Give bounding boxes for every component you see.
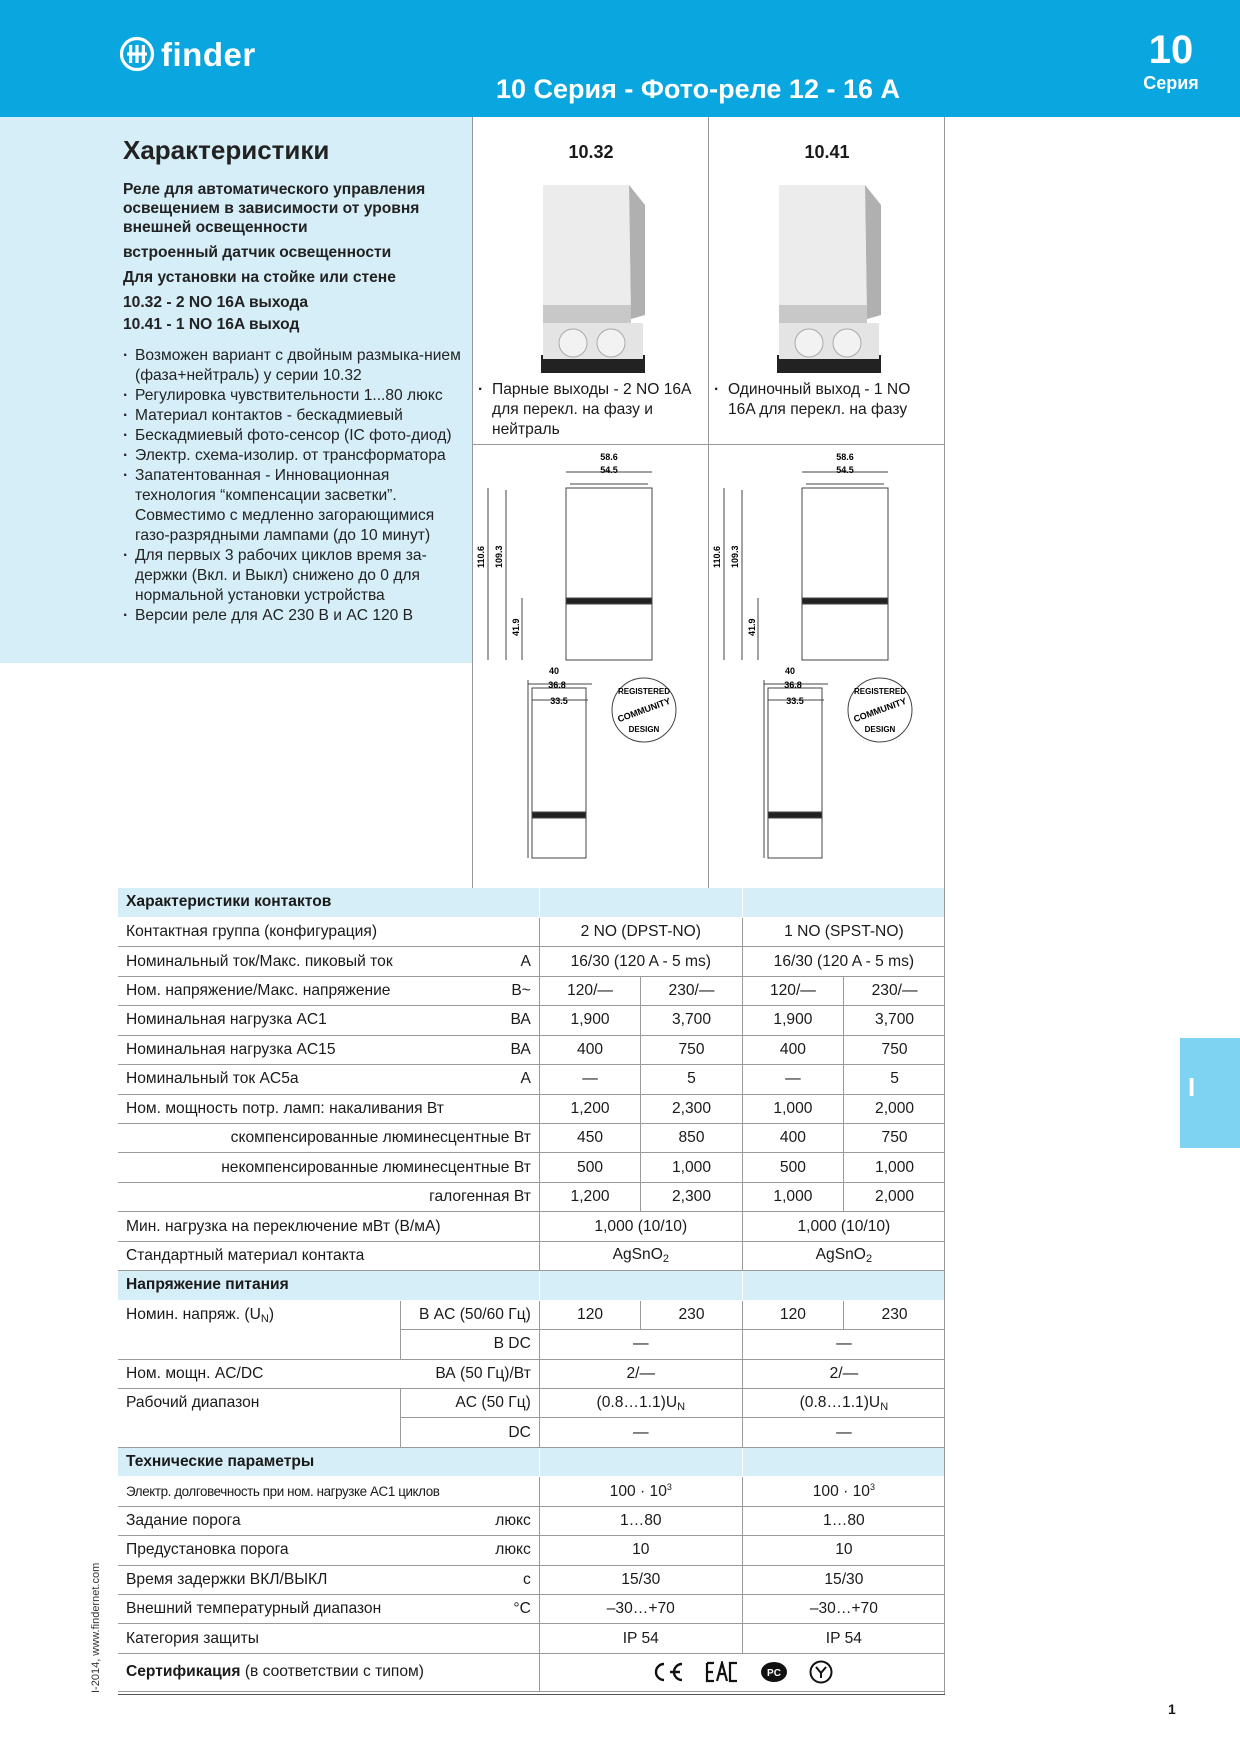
intro-line: встроенный датчик освещенности [123,244,392,261]
row-unit: Вт [513,1188,531,1206]
table-row [118,1035,945,1064]
row-unit: В~ [401,976,540,1005]
cell: — [742,1418,945,1447]
cell: 5 [641,1065,742,1094]
cell: AgSnO$_2$ [539,1241,742,1270]
row-unit: ВА [401,1035,540,1064]
cell: AgSnO$_2$ [742,1241,945,1270]
dim-label: 110.6 [476,545,486,568]
cell: — [539,1330,742,1359]
cell: 16/30 (120 A - 5 ms) [742,947,945,976]
table-row [118,1153,945,1182]
cell: — [539,1065,640,1094]
table-row [118,1065,945,1094]
row-label: Мин. нагрузка на переключение мВт (В/мA) [118,1212,539,1241]
dim-label: 58.6 [836,452,854,462]
page-number: 1 [1168,1701,1176,1717]
table-row [118,976,945,1005]
row-label: Задание порога [118,1506,401,1535]
row-label: Номинальный ток AC5a [118,1065,401,1094]
cell: 120/— [742,976,843,1005]
row-label: Рабочий диапазон [126,1394,260,1412]
cell: 120 [742,1300,843,1329]
table-row [118,1300,945,1329]
row-unit: В AC (50/60 Гц) [401,1300,540,1329]
section-title: Напряжение питания [118,1271,539,1300]
product-desc-1041: · Одиночный выход - 1 NO 16A для перекл. на фазу [714,380,939,420]
certification-marks [539,1653,945,1691]
features-bullets [123,346,471,626]
page-title: 10 Серия - Фото-реле 12 - 16 А [496,74,900,104]
cell: 400 [742,1035,843,1064]
cell: $100 \cdot 10^3$ [539,1477,742,1506]
cell: 230/— [844,976,945,1005]
section-side-tab: I [1180,1038,1240,1148]
dim-label: 40 [548,666,560,676]
cell: 1,200 [539,1182,640,1211]
row-label: Электр. долговечность при ном. нагрузке AC1 циклов [118,1477,539,1506]
stamp-text: REGISTERED [617,687,671,696]
row-unit: с [401,1565,540,1594]
features-intro [123,180,463,337]
dim-label: 54.5 [836,465,854,475]
cell: 230/— [641,976,742,1005]
dim-label: 109.3 [494,545,504,568]
row-unit: Вт [513,1158,531,1176]
cell: 850 [641,1124,742,1153]
row-unit: A [401,1065,540,1094]
finder-logo [119,36,256,72]
cell: 1,000 [641,1153,742,1182]
series-number: 10 [1148,28,1194,72]
cell: $(0.8\dots 1.1)U_N$ [539,1388,742,1417]
row-unit: °C [401,1595,540,1624]
row-label: Сертификация (в соответствии с типом) [118,1653,539,1691]
pct-mark-icon [759,1660,789,1684]
row-label: Ном. напряжение/Макс. напряжение [118,976,401,1005]
cell: 1,000 (10/10) [742,1212,945,1241]
table-row [118,1006,945,1035]
dim-label: 109.3 [730,545,740,568]
eac-mark-icon [705,1661,739,1683]
table-row [118,1506,945,1535]
dim-label: 40 [784,666,796,676]
feature-bullet: · Электр. схема-изолир. от трансформатора [123,446,471,466]
table-row [118,1418,945,1447]
cell: 16/30 (120 A - 5 ms) [539,947,742,976]
row-label: Номинальная нагрузка AC15 [118,1035,401,1064]
cell: 2,300 [641,1182,742,1211]
ce-mark-icon [651,1661,685,1683]
cell: 15/30 [539,1565,742,1594]
cell: 2/— [539,1359,742,1388]
row-label: Категория защиты [118,1624,539,1653]
feature-bullet: · Для первых 3 рабочих циклов время за-держки (Вкл. и Выкл) снижено до 0 для нормальной установки устройства [123,546,471,606]
cell: 500 [539,1153,640,1182]
row-label: Внешний температурный диапазон [118,1595,401,1624]
cell: 750 [641,1035,742,1064]
table-border [944,888,945,1694]
dim-label: 58.6 [600,452,618,462]
row-unit: Вт [513,1129,531,1147]
feature-bullet: · Возможен вариант с двойным размыка-нием (фаза+нейтраль) у серии 10.32 [123,346,471,386]
row-label [118,1094,539,1123]
cell: 2,000 [844,1182,945,1211]
cell: 15/30 [742,1565,945,1594]
series-label: Серия [1143,73,1199,93]
row-unit: люкс [401,1536,540,1565]
gost-mark-icon [809,1660,833,1684]
cell: 400 [742,1124,843,1153]
product-model-1041: 10.41 [804,142,850,162]
dim-label: 33.5 [550,696,568,706]
cell: 1,900 [742,1006,843,1035]
row-unit: AC (50 Гц) [401,1388,540,1417]
product-photo-1032 [533,175,653,375]
table-row [118,1124,945,1153]
table-row [118,1388,945,1417]
cell: 450 [539,1124,640,1153]
cell: 120 [539,1300,640,1329]
page-header [0,0,1240,117]
row-label: Стандартный материал контакта [118,1241,539,1270]
footer-vertical-text: I-2014, www.findernet.com [90,1562,102,1693]
dim-label: 36.8 [548,680,566,690]
cell: IP 54 [539,1624,742,1653]
cell: 1,200 [539,1094,640,1123]
cell: — [742,1065,843,1094]
row-label: Время задержки ВКЛ/ВЫКЛ [118,1565,401,1594]
intro-line: Реле для автоматического управления освещением в зависимости от уровня внешней освещенности [123,181,426,236]
dim-label: 41.9 [511,618,521,636]
row-unit: Вт [426,1099,444,1117]
cell: 1,000 (10/10) [539,1212,742,1241]
cell: 1,000 [742,1182,843,1211]
intro-line: Для установки на стойке или стене [123,269,396,286]
row-unit: ВА [401,1006,540,1035]
cell: 2 NO (DPST-NO) [539,917,742,946]
cell: 1 NO (SPST-NO) [742,917,945,946]
cell: $100 \cdot 10^3$ [742,1477,945,1506]
table-row [118,917,945,946]
dim-label: 33.5 [786,696,804,706]
section-title: Характеристики контактов [118,888,539,917]
column-divider [944,117,945,888]
row-divider [472,444,944,445]
row-unit: В DC [401,1330,540,1359]
section-header-row [118,1447,945,1476]
table-row [118,1359,945,1388]
feature-bullet: · Бескадмиевый фото-сенсор (IC фото-диод) [123,426,471,446]
row-label-text: некомпенсированные люминесцентные [221,1158,510,1176]
row-label: Предустановка порога [118,1536,401,1565]
table-bottom-border [118,1694,945,1695]
feature-bullet: · Запатентованная - Инновационная технология “компенсации засветки”. Совместимо с медленно загорающимися газо-разрядными лампами (до 10 минут) [123,466,471,546]
row-label: Номинальный ток/Макс. пиковый ток [118,947,401,976]
cell: 750 [844,1124,945,1153]
cell: 2/— [742,1359,945,1388]
dim-label: 41.9 [747,618,757,636]
cell: 120/— [539,976,640,1005]
table-row [118,1330,945,1359]
row-label: Номин. напряж. $(U_N)$ [126,1305,275,1325]
feature-bullet: · Регулировка чувствительности 1...80 люкс [123,386,471,406]
cell: — [742,1330,945,1359]
row-label-text: галогенная [429,1188,510,1206]
table-row [118,1565,945,1594]
stamp-text: DESIGN [864,725,896,734]
spec-table [118,888,945,1692]
table-row [118,1094,945,1123]
cell: 1,000 [742,1094,843,1123]
cell: 230 [844,1300,945,1329]
table-row [118,1536,945,1565]
table-row [118,947,945,976]
cell: 750 [844,1035,945,1064]
row-label [118,1124,539,1153]
dim-label: 54.5 [600,465,618,475]
row-label-text: скомпенсированные люминесцентные [230,1129,510,1147]
table-row [118,1212,945,1241]
cell: 400 [539,1035,640,1064]
product-model-1032: 10.32 [568,142,614,162]
row-label [118,1153,539,1182]
column-divider [708,117,709,888]
cell: –30…+70 [539,1595,742,1624]
dimension-drawing-1032 [474,448,708,878]
finder-logo-icon [119,36,155,72]
row-label-text: Ном. мощность потр. ламп: накаливания [126,1099,423,1117]
stamp-text: COMMUNITY [852,695,908,725]
table-row [118,1241,945,1270]
dim-label: 110.6 [712,545,722,568]
cell: 10 [742,1536,945,1565]
product-photo-1041 [769,175,889,375]
dimension-drawing-1041 [710,448,944,878]
stamp-text: COMMUNITY [616,695,672,725]
feature-bullet: · Версии реле для AC 230 В и AC 120 В [123,606,471,626]
row-unit: A [401,947,540,976]
cell: 1,900 [539,1006,640,1035]
cell: 1…80 [539,1506,742,1535]
cell: 3,700 [641,1006,742,1035]
output-line: 10.32 - 2 NO 16A выхода [123,294,309,311]
product-desc-1032: · Парные выходы - 2 NO 16A для перекл. на фазу и нейтраль [478,380,703,440]
cell: –30…+70 [742,1595,945,1624]
cell: 1,000 [844,1153,945,1182]
table-row [118,1182,945,1211]
section-title: Технические параметры [118,1447,539,1476]
table-row [118,1653,945,1691]
section-header-row [118,1271,945,1300]
cell: 3,700 [844,1006,945,1035]
feature-bullet: · Материал контактов - бескадмиевый [123,406,471,426]
row-label: Контактная группа (конфигурация) [118,917,539,946]
cell: 230 [641,1300,742,1329]
cell: 10 [539,1536,742,1565]
cell: $(0.8\dots 1.1)U_N$ [742,1388,945,1417]
stamp-text: REGISTERED [853,687,907,696]
section-header-row [118,888,945,917]
stamp-text: DESIGN [628,725,660,734]
row-label: Номинальная нагрузка AC1 [118,1006,401,1035]
row-unit: ВА (50 Гц)/Вт [401,1359,540,1388]
cell: — [539,1418,742,1447]
table-row [118,1477,945,1506]
cell: 500 [742,1153,843,1182]
dim-label: 36.8 [784,680,802,690]
row-label [118,1182,539,1211]
brand-name: finder [161,35,256,73]
row-label: Ном. мощн. AC/DC [118,1359,401,1388]
output-line: 10.41 - 1 NO 16A выход [123,316,300,333]
features-title: Характеристики [123,135,330,165]
cell: IP 54 [742,1624,945,1653]
cell: 2,000 [844,1094,945,1123]
row-unit: люкс [401,1506,540,1535]
row-unit: DC [401,1418,540,1447]
svg-text:PC: PC [767,1668,782,1680]
table-row [118,1595,945,1624]
cell: 5 [844,1065,945,1094]
column-divider [472,117,473,888]
cell: 1…80 [742,1506,945,1535]
table-row [118,1624,945,1653]
cell: 2,300 [641,1094,742,1123]
